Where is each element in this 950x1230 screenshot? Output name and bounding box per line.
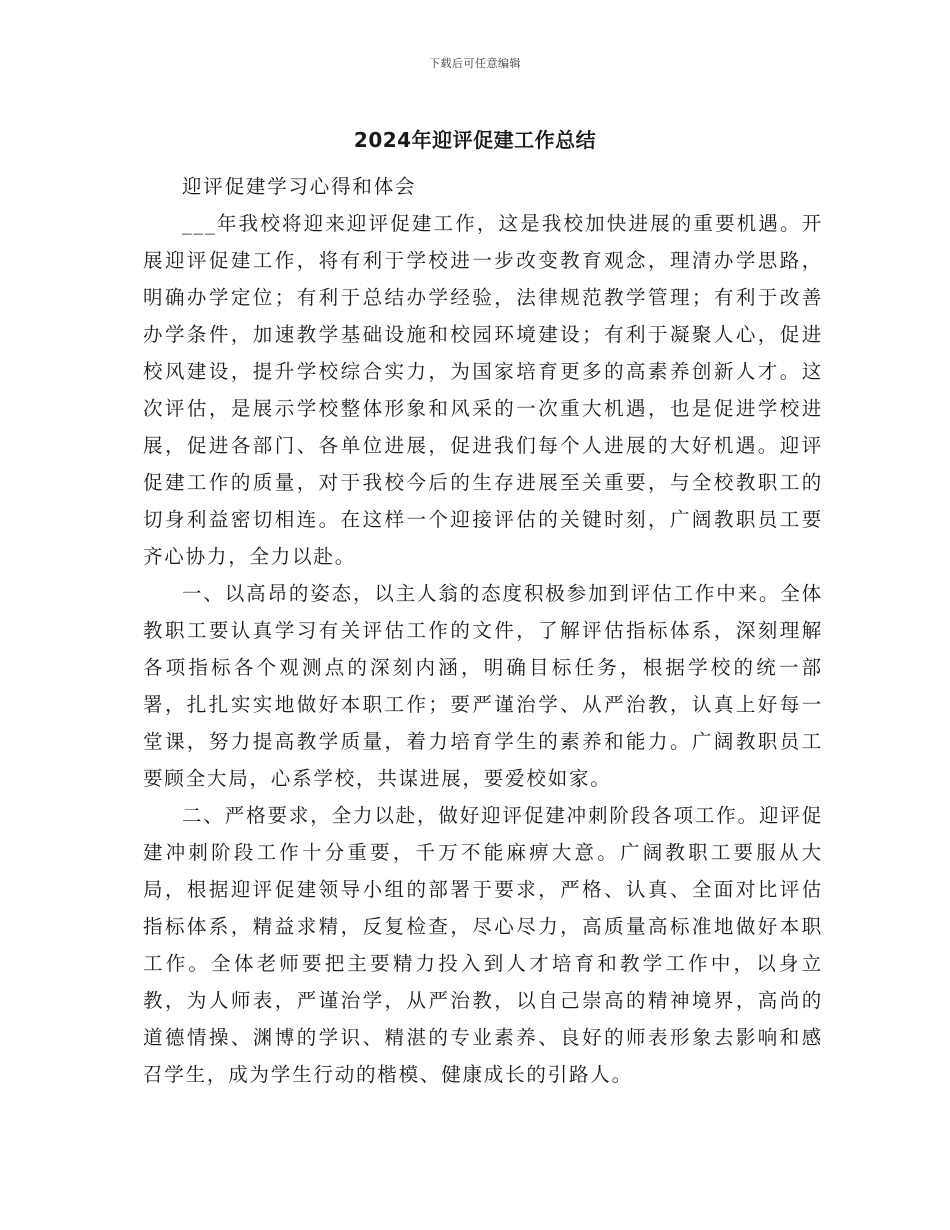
- document-title: 2024年迎评促建工作总结: [353, 128, 597, 152]
- document-subtitle: 迎评促建学习心得和体会: [182, 175, 417, 198]
- page-header-note: 下载后可任意编辑: [429, 57, 521, 70]
- paragraph-point-two: 二、严格要求，全力以赴，做好迎评促建冲刺阶段各项工作。迎评促建冲刺阶段工作十分重要，千万不能麻痹大意。广阔教职工要服从大局，根据迎评促建领导小组的部署于要求，严格、认真、全面对比评估指标体系，精益求精，反复检查，尽心尽力，高质量高标准地做好本职工作。全体老师要把主要精力投入到人才培育和教学工作中，以身立教，为人师表，严谨治学，从严治教，以自己崇高的精神境界，高尚的道德情操、渊博的学识、精湛的专业素养、良好的师表形象去影响和感召学生，成为学生行动的楷模、健康成长的引路人。: [143, 804, 823, 1086]
- document-body: [143, 168, 823, 1093]
- paragraph-intro: ___年我校将迎来迎评促建工作，这是我校加快进展的重要机遇。开展迎评促建工作，将有利于学校进一步改变教育观念，理清办学思路，明确办学定位；有利于总结办学经验，法律规范教学管理；有利于改善办学条件，加速教学基础设施和校园环境建设；有利于凝聚人心，促进校风建设，提升学校综合实力，为国家培育更多的高素养创新人才。这次评估，是展示学校整体形象和风采的一次重大机遇，也是促进学校进展，促进各部门、各单位进展，促进我们每个人进展的大好机遇。迎评促建工作的质量，对于我校今后的生存进展至关重要，与全校教职工的切身利益密切相连。在这样一个迎接评估的关键时刻，广阔教职员工要齐心协力，全力以赴。: [143, 212, 823, 568]
- paragraph-point-one: 一、以高昂的姿态，以主人翁的态度积极参加到评估工作中来。全体教职工要认真学习有关评估工作的文件，了解评估指标体系，深刻理解各项指标各个观测点的深刻内涵，明确目标任务，根据学校的统一部署，扎扎实实地做好本职工作；要严谨治学、从严治教，认真上好每一堂课，努力提高教学质量，着力培育学生的素养和能力。广阔教职员工要顾全大局，心系学校，共谋进展，要爱校如家。: [143, 582, 823, 790]
